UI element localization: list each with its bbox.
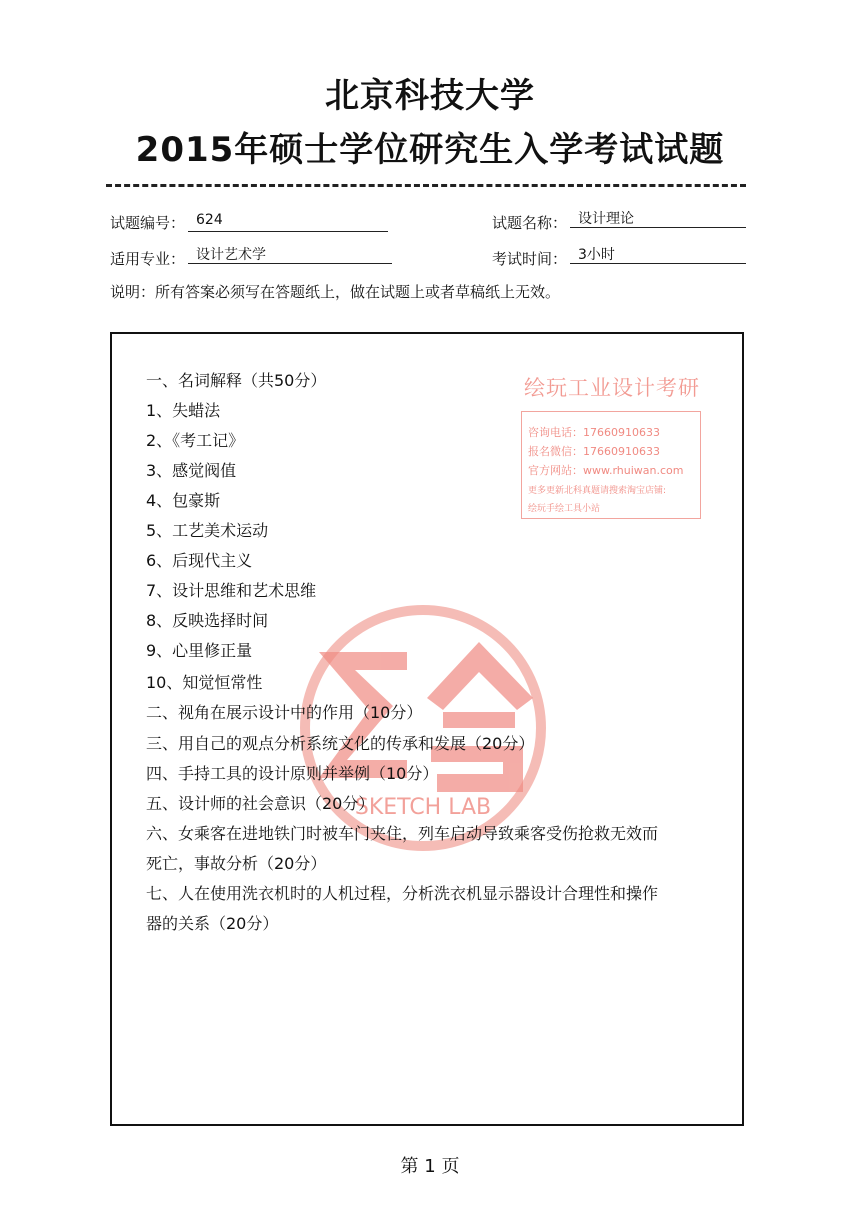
- sketch-lab-logo-icon: [297, 602, 549, 854]
- major-label: 适用专业：: [110, 250, 186, 268]
- watermark-more1: 更多更新北科真题请搜索淘宝店铺:: [528, 486, 667, 496]
- exam-time-field: [492, 247, 615, 269]
- instructions-note: 说明：所有答案必须写在答题纸上，做在试题上或者草稿纸上无效。: [110, 283, 561, 301]
- question-item: 6、后现代主义: [146, 551, 253, 570]
- question-item: 四、手持工具的设计原则并举例（10分）: [146, 764, 439, 783]
- question-item: 死亡，事故分析（20分）: [146, 854, 327, 873]
- page-number: 第 1 页: [400, 1156, 460, 1177]
- question-item: 10、知觉恒常性: [146, 673, 263, 692]
- question-item: 4、包豪斯: [146, 491, 221, 510]
- exam-time-value: 3小时: [570, 244, 746, 264]
- question-item: 三、用自己的观点分析系统文化的传承和发展（20分）: [146, 734, 535, 753]
- watermark-more2: 绘玩手绘工具小站: [528, 504, 601, 514]
- dashed-divider: [106, 184, 746, 187]
- question-item: 7、设计思维和艺术思维: [146, 581, 317, 600]
- question-item: 3、感觉阀值: [146, 461, 237, 480]
- exam-code-value: 624: [188, 212, 388, 232]
- major-field: [110, 247, 266, 269]
- exam-time-label: 考试时间：: [492, 250, 568, 268]
- exam-name-field: [492, 211, 634, 233]
- question-item: 一、名词解释（共50分）: [146, 371, 327, 390]
- question-item: 五、设计师的社会意识（20分）: [146, 794, 375, 813]
- watermark-wechat: 报名微信：17660910633: [528, 445, 660, 458]
- question-item: 9、心里修正量: [146, 641, 253, 660]
- watermark-site: 官方网站：www.rhuiwan.com: [528, 464, 684, 477]
- major-value: 设计艺术学: [188, 244, 392, 264]
- question-item: 器的关系（20分）: [146, 914, 279, 933]
- question-item: 5、工艺美术运动: [146, 521, 269, 540]
- exam-code-label: 试题编号：: [110, 214, 186, 232]
- exam-name-label: 试题名称：: [492, 214, 568, 232]
- watermark-phone: 咨询电话：17660910633: [528, 426, 660, 439]
- question-item: 8、反映选择时间: [146, 611, 269, 630]
- question-item: 六、女乘客在进地铁门时被车门夹住，列车启动导致乘客受伤抢救无效而: [146, 824, 659, 843]
- exam-name-value: 设计理论: [570, 208, 746, 228]
- logo-text: SKETCH LAB: [354, 795, 492, 820]
- question-item: 1、失蜡法: [146, 401, 221, 420]
- exam-title: 2015年硕士学位研究生入学考试试题: [135, 130, 725, 170]
- university-title: 北京科技大学: [325, 76, 535, 116]
- watermark-title: 绘玩工业设计考研: [524, 376, 700, 400]
- exam-code-field: [110, 212, 223, 233]
- question-item: 2、《考工记》: [146, 431, 245, 450]
- question-item: 七、人在使用洗衣机时的人机过程，分析洗衣机显示器设计合理性和操作: [146, 884, 659, 903]
- question-item: 二、视角在展示设计中的作用（10分）: [146, 703, 423, 722]
